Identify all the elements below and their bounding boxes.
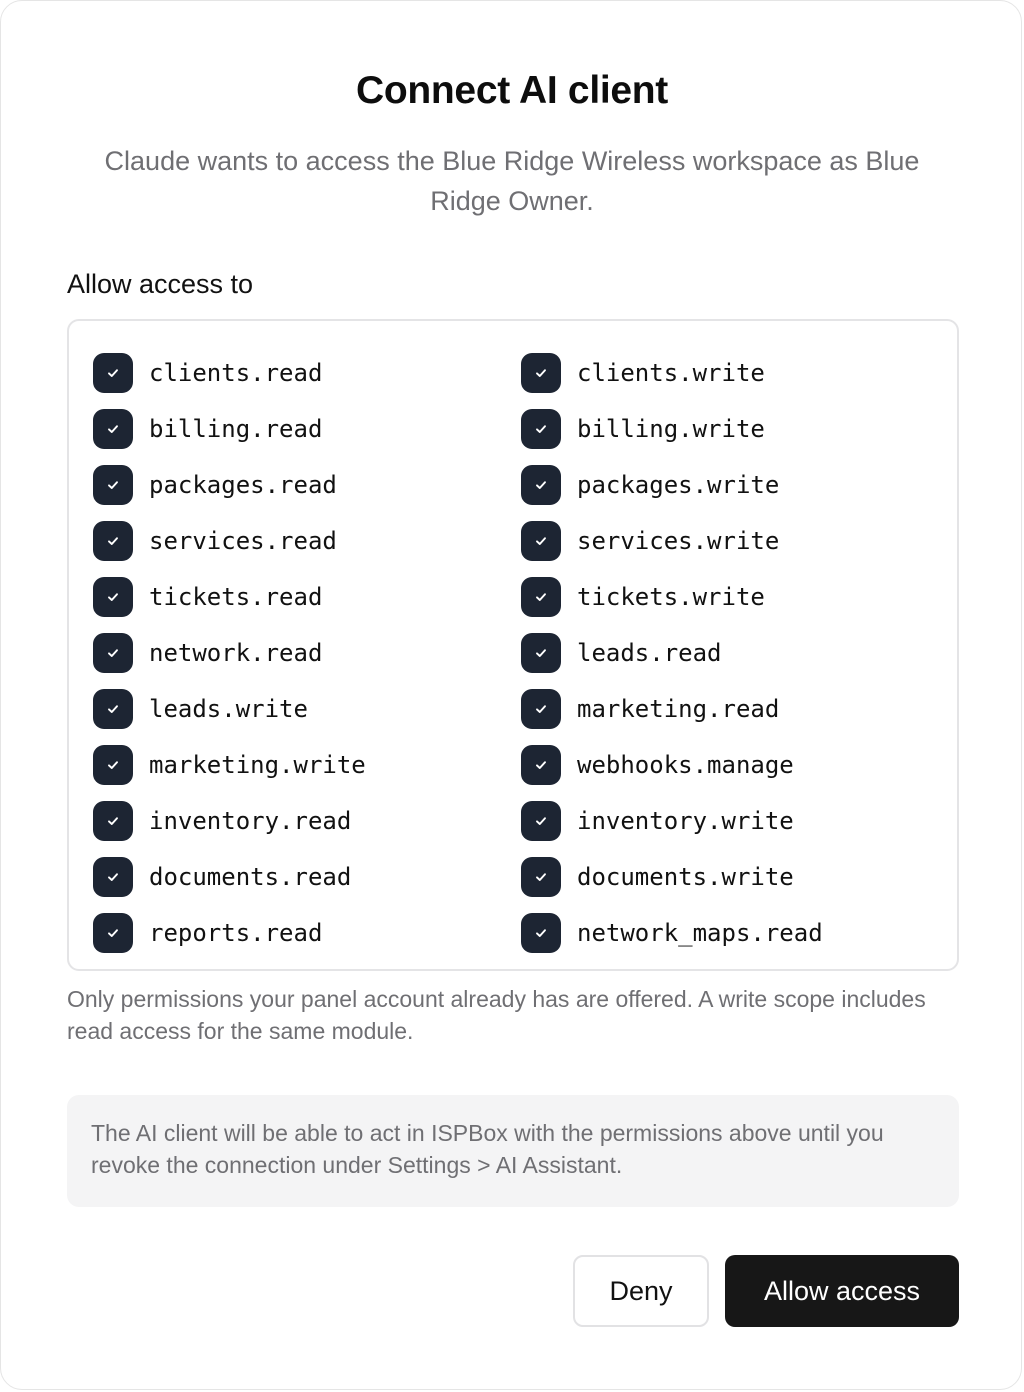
deny-button[interactable]: Deny [573,1255,709,1327]
checkbox-checked-icon[interactable] [521,353,561,393]
helper-text: Only permissions your panel account already has are offered. A write scope includes read access for the same module. [67,986,926,1044]
checkbox-checked-icon[interactable] [521,745,561,785]
checkbox-checked-icon[interactable] [93,521,133,561]
scope-item[interactable] [93,849,521,905]
checkbox-checked-icon[interactable] [93,353,133,393]
scope-label: services.read [149,527,337,555]
scope-item[interactable] [521,345,921,401]
checkbox-checked-icon[interactable] [93,857,133,897]
scope-label: tickets.read [149,583,323,611]
scope-item[interactable] [521,793,921,849]
scope-label: marketing.read [577,695,780,723]
scope-label: leads.write [149,695,308,723]
checkbox-checked-icon[interactable] [93,801,133,841]
scope-label: marketing.write [149,751,366,779]
scope-item[interactable] [521,905,921,961]
scope-label: webhooks.manage [577,751,794,779]
checkbox-checked-icon[interactable] [93,745,133,785]
scopes-box [67,319,959,971]
scope-item[interactable] [93,737,521,793]
scope-item[interactable] [93,905,521,961]
scope-label: inventory.write [577,807,794,835]
checkbox-checked-icon[interactable] [521,409,561,449]
scope-label: tickets.write [577,583,765,611]
scope-label: packages.read [149,471,337,499]
scope-label: clients.read [149,359,323,387]
scope-label: network_maps.read [577,919,823,947]
notice-text: The AI client will be able to act in ISPBox with the permissions above until you revoke the connection under Settings > AI Assistant. [91,1120,884,1178]
scope-label: billing.write [577,415,765,443]
scope-label: documents.write [577,863,794,891]
checkbox-checked-icon[interactable] [521,633,561,673]
scope-item[interactable] [93,345,521,401]
checkbox-checked-icon[interactable] [93,633,133,673]
section-label: Allow access to [67,269,254,299]
checkbox-checked-icon[interactable] [521,521,561,561]
checkbox-checked-icon[interactable] [521,577,561,617]
checkbox-checked-icon[interactable] [93,409,133,449]
scopes-grid [93,345,921,961]
scope-item[interactable] [521,681,921,737]
scope-label: services.write [577,527,780,555]
scope-item[interactable] [93,793,521,849]
dialog-subtitle: Claude wants to access the Blue Ridge Wireless workspace as Blue Ridge Owner. [104,146,920,216]
checkbox-checked-icon[interactable] [521,857,561,897]
scope-label: reports.read [149,919,323,947]
checkbox-checked-icon[interactable] [93,913,133,953]
scope-item[interactable] [93,625,521,681]
scope-item[interactable] [93,569,521,625]
checkbox-checked-icon[interactable] [93,577,133,617]
scope-item[interactable] [93,401,521,457]
checkbox-checked-icon[interactable] [93,689,133,729]
allow-access-button[interactable]: Allow access [725,1255,959,1327]
scope-label: billing.read [149,415,323,443]
scope-item[interactable] [521,457,921,513]
scope-item[interactable] [521,513,921,569]
scope-item[interactable] [521,625,921,681]
scope-item[interactable] [93,513,521,569]
scope-item[interactable] [521,401,921,457]
checkbox-checked-icon[interactable] [521,465,561,505]
scope-label: clients.write [577,359,765,387]
scope-label: leads.read [577,639,722,667]
checkbox-checked-icon[interactable] [521,913,561,953]
scope-label: packages.write [577,471,780,499]
scope-item[interactable] [521,849,921,905]
checkbox-checked-icon[interactable] [521,801,561,841]
scope-label: network.read [149,639,323,667]
scope-label: inventory.read [149,807,352,835]
scope-item[interactable] [93,681,521,737]
scope-label: documents.read [149,863,352,891]
scope-item[interactable] [521,569,921,625]
scope-item[interactable] [521,737,921,793]
checkbox-checked-icon[interactable] [93,465,133,505]
dialog-title: Connect AI client [356,69,668,112]
checkbox-checked-icon[interactable] [521,689,561,729]
notice-box [67,1095,959,1207]
scope-item[interactable] [93,457,521,513]
